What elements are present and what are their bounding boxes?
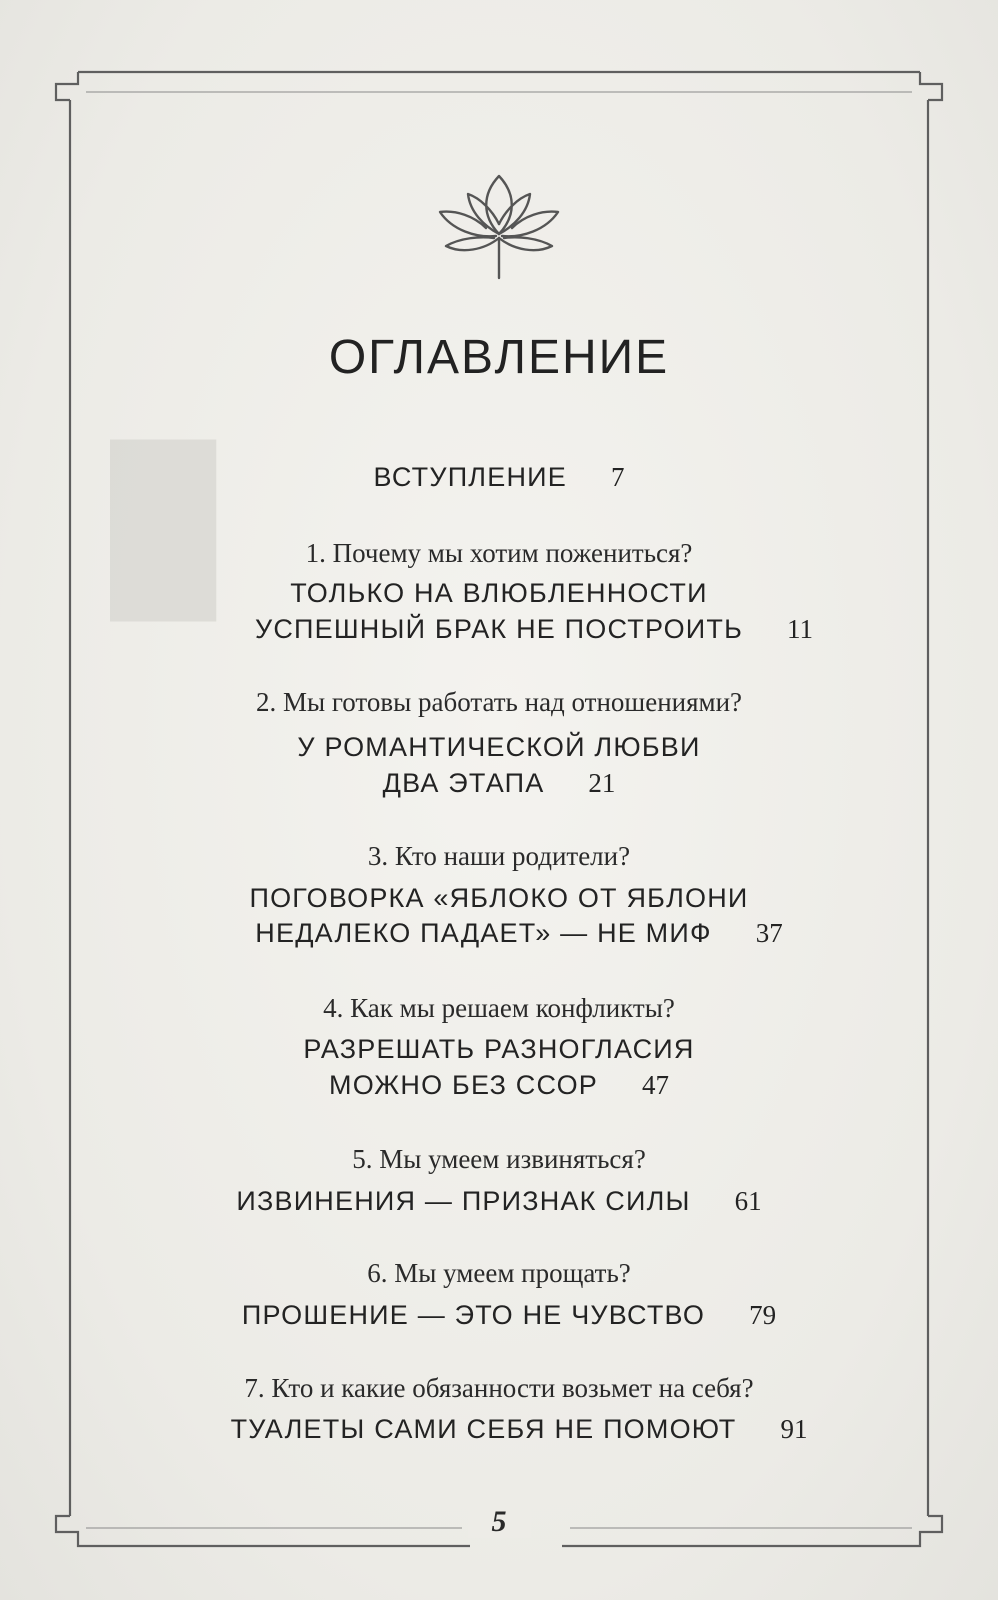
toc-chapter-7-page: 91 [780,1414,808,1444]
page-title: ОГЛАВЛЕНИЕ [328,331,670,384]
toc-chapter-7-heading-text: ТУАЛЕТЫ САМИ СЕБЯ НЕ ПОМОЮТ [230,1414,737,1444]
toc-chapter-3-heading-line-2[interactable] [0,918,998,949]
toc-chapter-2-heading-line-2[interactable] [0,768,998,799]
toc-chapter-6-page: 79 [749,1300,777,1330]
toc-chapter-7-question: 7. Кто и какие обязанности возьмет на себя? [244,1373,754,1403]
toc-chapter-1-heading-line-2[interactable] [0,614,998,645]
toc-intro-page: 7 [610,462,625,492]
toc-chapter-6-heading-text: ПРОШЕНИЕ — ЭТО НЕ ЧУВСТВО [241,1300,706,1330]
toc-chapter-1-heading-line-1[interactable]: ТОЛЬКО НА ВЛЮБЛЕННОСТИ [290,578,708,608]
toc-chapter-7-heading-line-1[interactable] [0,1414,998,1445]
toc-chapter-6-heading-line-1[interactable] [0,1300,998,1331]
toc-chapter-1-page: 11 [787,614,814,644]
toc-chapter-5-question: 5. Мы умеем извиняться? [352,1144,646,1174]
toc-chapter-4-page: 47 [642,1070,669,1100]
toc-chapter-4-heading-line-1[interactable]: РАЗРЕШАТЬ РАЗНОГЛАСИЯ [303,1034,695,1064]
page-number [0,1505,998,1539]
toc-chapter-5-page: 61 [734,1186,762,1216]
lotus-icon [432,172,566,282]
toc-chapter-5-heading-text: ИЗВИНЕНИЯ — ПРИЗНАК СИЛЫ [236,1186,691,1216]
toc-chapter-3-page: 37 [755,918,783,948]
toc-chapter-2-heading-line-1[interactable]: У РОМАНТИЧЕСКОЙ ЛЮБВИ [297,732,701,762]
page-number-text: 5 [468,1505,531,1538]
toc-chapter-2-question: 2. Мы готовы работать над отношениями? [255,687,743,717]
toc-chapter-6-question: 6. Мы умеем прощать? [367,1258,631,1288]
toc-chapter-1-question: 1. Почему мы хотим пожениться? [305,538,693,568]
toc-chapter-3-heading-text: НЕДАЛЕКО ПАДАЕТ» — НЕ МИФ [255,918,712,948]
toc-intro-label: ВСТУПЛЕНИЕ [373,462,567,492]
toc-chapter-3-question: 3. Кто наши родители? [367,841,631,871]
toc-chapter-4-heading-line-2[interactable] [0,1070,998,1101]
toc-chapter-2-heading-text: ДВА ЭТАПА [382,768,545,798]
toc-chapter-4-question: 4. Как мы решаем конфликты? [323,993,675,1023]
bleed-through-initial: █ [110,443,217,609]
toc-chapter-5-heading-line-1[interactable] [0,1186,998,1217]
toc-intro[interactable] [0,462,998,493]
toc-chapter-1-heading-text: УСПЕШНЫЙ БРАК НЕ ПОСТРОИТЬ [254,614,744,644]
toc-chapter-4-heading-text: МОЖНО БЕЗ ССОР [329,1070,598,1100]
toc-chapter-2-page: 21 [588,768,616,798]
toc-chapter-3-heading-line-1[interactable]: ПОГОВОРКА «ЯБЛОКО ОТ ЯБЛОНИ [249,883,749,913]
